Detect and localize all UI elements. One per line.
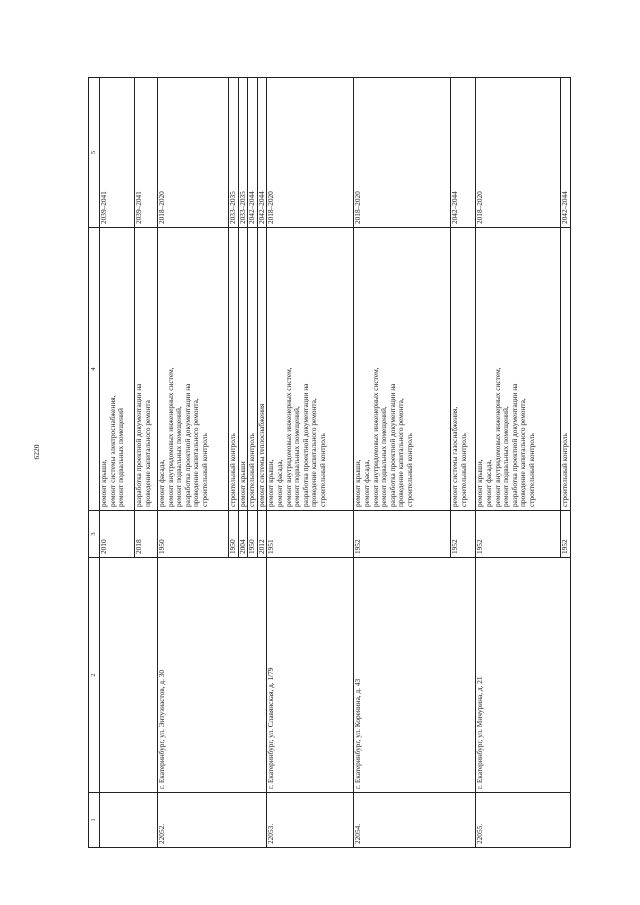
period-cell: 2042–2044 xyxy=(257,78,267,228)
work-item: разработка проектной документации на xyxy=(387,383,397,507)
period-cell: 2039–2041 xyxy=(135,78,158,228)
address-cell: г. Екатеринбург, ул. Энтузиастов, д. 30 xyxy=(158,558,267,793)
work-item: ремонт крыши, xyxy=(353,459,363,507)
work-item: разработка проектной документации на xyxy=(300,383,310,507)
work-item: ремонт подвальных помещений, xyxy=(174,406,184,507)
page-number: 6220 xyxy=(32,444,41,460)
work-item: проведение капитального ремонта xyxy=(142,400,152,507)
works-cell xyxy=(476,228,561,511)
period-cell: 2018–2020 xyxy=(267,78,354,228)
work-item: ремонт крыши xyxy=(237,461,247,507)
work-item: разработка проектной документации на xyxy=(134,383,143,507)
period-cell: 2018–2020 xyxy=(476,78,561,228)
work-item: ремонт фасада, xyxy=(274,459,284,507)
works-cell xyxy=(267,228,354,511)
year-cell: 1951 xyxy=(267,511,354,558)
column-number-row xyxy=(89,78,100,848)
repair-schedule-table xyxy=(88,77,571,848)
row-id-cell: 22055. xyxy=(476,793,571,848)
work-item: строительный контроль xyxy=(228,433,237,507)
column-number: 4 xyxy=(89,228,100,511)
work-item: проведение капитального ремонта, xyxy=(518,398,528,507)
column-number: 3 xyxy=(89,511,100,558)
row-id-cell: 22054. xyxy=(354,793,476,848)
work-item: ремонт системы электроснабжения, xyxy=(107,395,117,507)
work-item: ремонт фасада, xyxy=(361,459,371,507)
work-item: ремонт подвальных помещений, xyxy=(501,406,511,507)
period-cell: 2042–2044 xyxy=(561,78,571,228)
work-item: ремонт крыши, xyxy=(99,459,108,507)
works-cell xyxy=(100,228,135,511)
work-item: ремонт системы газоснабжения, xyxy=(450,406,460,507)
year-cell: 1952 xyxy=(561,511,571,558)
work-item: строительный контроль xyxy=(404,433,414,507)
row-id-cell xyxy=(100,793,158,848)
work-item: ремонт внутридомовых инженерных систем, xyxy=(370,367,380,507)
work-item: разработка проектной документации на xyxy=(182,383,192,507)
work-item: ремонт внутридомовых инженерных систем, xyxy=(492,367,502,507)
works-cell xyxy=(561,228,571,511)
row-id-cell: 22053. xyxy=(267,793,354,848)
address-cell xyxy=(100,558,158,793)
period-cell: 2033–2035 xyxy=(229,78,239,228)
work-item: ремонт подвальных помещений, xyxy=(379,406,389,507)
year-cell: 1950 xyxy=(229,511,239,558)
address-cell: г. Екатеринбург, ул. Коренина, д. 43 xyxy=(354,558,476,793)
year-cell: 2012 xyxy=(257,511,267,558)
work-item: ремонт подвальных помещений, xyxy=(292,406,302,507)
work-item: проведение капитального ремонта, xyxy=(191,398,201,507)
works-cell xyxy=(158,228,229,511)
table-row xyxy=(267,78,354,848)
works-cell xyxy=(451,228,476,511)
period-cell: 2042–2044 xyxy=(248,78,258,228)
column-number: 2 xyxy=(89,558,100,793)
work-item: проведение капитального ремонта, xyxy=(396,398,406,507)
period-cell: 2042–2044 xyxy=(451,78,476,228)
work-item: ремонт подвальных помещений xyxy=(116,408,126,507)
table-row xyxy=(476,78,561,848)
work-item: ремонт крыши, xyxy=(266,459,276,507)
work-item: разработка проектной документации на xyxy=(509,383,519,507)
works-cell xyxy=(135,228,158,511)
works-cell xyxy=(248,228,258,511)
period-cell: 2039–2041 xyxy=(100,78,135,228)
year-cell: 2010 xyxy=(100,511,135,558)
year-cell: 2004 xyxy=(238,511,248,558)
work-item: ремонт внутридомовых инженерных систем, xyxy=(283,367,293,507)
works-cell xyxy=(354,228,451,511)
period-cell: 2018–2020 xyxy=(158,78,229,228)
table-row xyxy=(354,78,451,848)
rotated-table-wrapper xyxy=(88,78,593,848)
year-cell: 1952 xyxy=(354,511,451,558)
work-item: строительный контроль xyxy=(247,433,257,507)
year-cell: 1952 xyxy=(476,511,561,558)
period-cell: 2033–2035 xyxy=(238,78,248,228)
work-item: ремонт фасада, xyxy=(157,459,166,507)
work-item: строительный контроль xyxy=(526,433,536,507)
work-item: ремонт внутридомовых инженерных систем, xyxy=(165,367,175,507)
work-item: ремонт крыши, xyxy=(475,459,485,507)
year-cell: 1952 xyxy=(451,511,476,558)
works-cell xyxy=(229,228,239,511)
work-item: ремонт системы теплоснабжения xyxy=(256,403,266,507)
work-item: строительный контроль xyxy=(317,433,327,507)
work-item: проведение капитального ремонта, xyxy=(309,398,319,507)
column-number: 1 xyxy=(89,793,100,848)
work-item: строительный контроль xyxy=(458,433,468,507)
address-cell: г. Екатеринбург, ул. Мичурина, д. 21 xyxy=(476,558,571,793)
work-item: строительный контроль xyxy=(199,433,209,507)
year-cell: 1950 xyxy=(158,511,229,558)
row-id-cell: 22052. xyxy=(158,793,267,848)
table-row xyxy=(158,78,229,848)
column-number: 5 xyxy=(89,78,100,228)
address-cell: г. Екатеринбург, ул. Славянская, д. 1/79 xyxy=(267,558,354,793)
table-row xyxy=(100,78,135,848)
work-item: строительный контроль xyxy=(560,433,570,507)
year-cell: 1950 xyxy=(248,511,258,558)
work-item: ремонт фасада, xyxy=(483,459,493,507)
period-cell: 2018–2020 xyxy=(354,78,451,228)
year-cell: 2018 xyxy=(135,511,158,558)
